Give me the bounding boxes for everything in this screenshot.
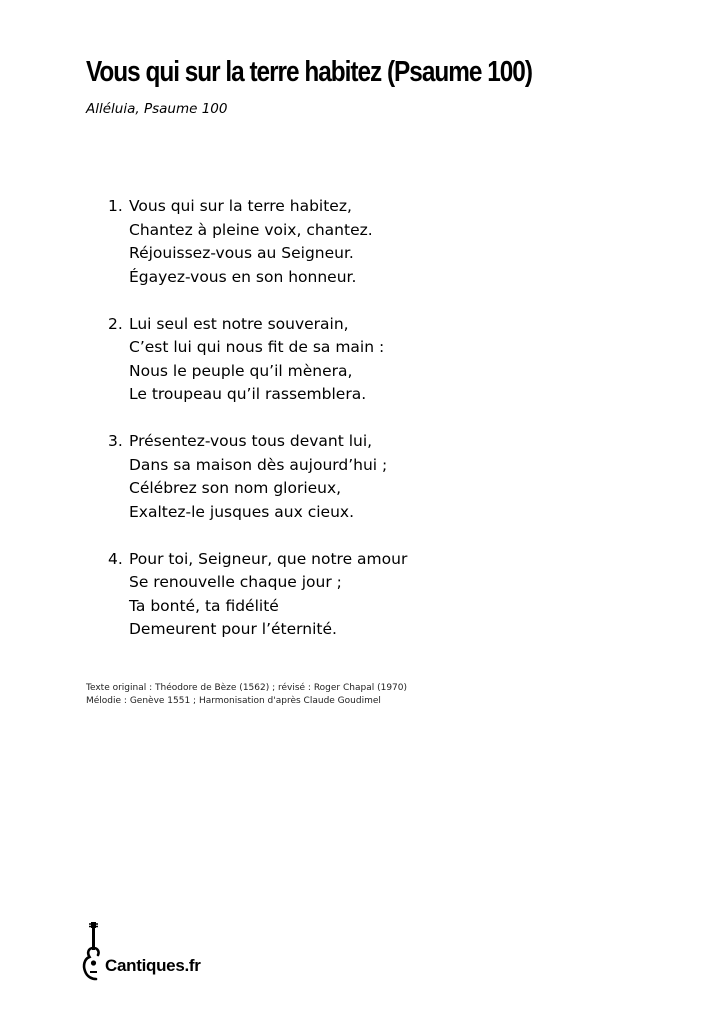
verse-number: 4. bbox=[108, 549, 123, 568]
verse-line: C’est lui qui nous fit de sa main : bbox=[129, 338, 385, 356]
verse-line: Lui seul est notre souverain, bbox=[129, 314, 349, 333]
verse-line: Exaltez-le jusques aux cieux. bbox=[129, 502, 354, 521]
page-title: Vous qui sur la terre habitez (Psaume 100) bbox=[86, 56, 532, 88]
verse-4 bbox=[108, 548, 668, 642]
verse-3 bbox=[108, 430, 668, 524]
verses-list bbox=[108, 195, 668, 665]
brand-logo bbox=[80, 922, 220, 982]
verse-line: Égayez-vous en son honneur. bbox=[129, 267, 357, 286]
brand-name: Cantiques.fr bbox=[105, 956, 201, 975]
verse-line: Célébrez son nom glorieux, bbox=[129, 479, 342, 497]
verse-line: Dans sa maison dès aujourd’hui ; bbox=[129, 455, 388, 474]
verse-line: Chantez à pleine voix, chantez. bbox=[129, 220, 373, 239]
credits-text: Texte original : Théodore de Bèze (1562) ; révisé : Roger Chapal (1970) bbox=[86, 683, 408, 693]
verse-line: Présentez-vous tous devant lui, bbox=[129, 432, 373, 450]
credits bbox=[86, 682, 407, 708]
verse-line: Le troupeau qu’il rassemblera. bbox=[129, 385, 367, 403]
verse-line: Réjouissez-vous au Seigneur. bbox=[129, 244, 354, 262]
credits-melody: Mélodie : Genève 1551 ; Harmonisation d'après Claude Goudimel bbox=[86, 696, 381, 706]
verse-line: Se renouvelle chaque jour ; bbox=[129, 573, 342, 591]
verse-number: 2. bbox=[108, 314, 123, 333]
verse-line: Pour toi, Seigneur, que notre amour bbox=[129, 549, 408, 568]
verse-number: 1. bbox=[108, 197, 123, 215]
verse-line: Ta bonté, ta fidélité bbox=[129, 596, 279, 615]
verse-number: 3. bbox=[108, 432, 123, 450]
verse-line: Demeurent pour l’éternité. bbox=[129, 620, 337, 638]
verse-line: Nous le peuple qu’il mènera, bbox=[129, 361, 353, 380]
page-subtitle: Alléluia, Psaume 100 bbox=[86, 101, 228, 117]
verse-line: Vous qui sur la terre habitez, bbox=[129, 197, 352, 215]
verse-1 bbox=[108, 195, 668, 289]
verse-2 bbox=[108, 313, 668, 407]
